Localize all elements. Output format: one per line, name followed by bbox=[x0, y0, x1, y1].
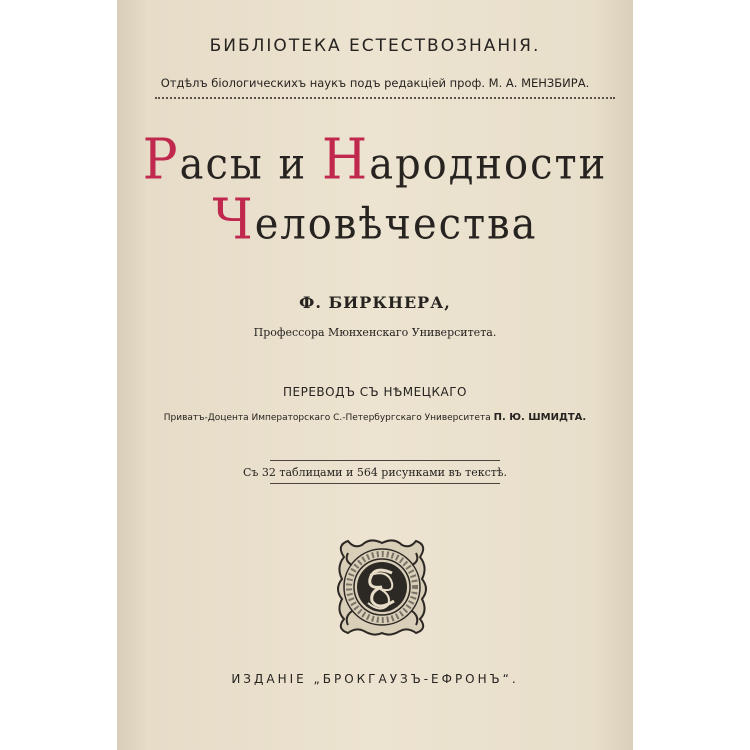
illustrations-note: Съ 32 таблицами и 564 рисунками въ текстѣ. bbox=[242, 466, 508, 479]
dotted-divider bbox=[155, 97, 615, 99]
book-title-line-1 bbox=[117, 128, 633, 193]
title-page bbox=[117, 0, 633, 750]
translator-line bbox=[117, 412, 633, 423]
translator-prefix: Приватъ-Доцента Императорскаго С.-Петербургскаго Университета bbox=[163, 413, 491, 423]
title-text-2: ародности bbox=[369, 139, 608, 190]
book-title-line-2 bbox=[117, 188, 633, 253]
title-initial-r: Р bbox=[142, 127, 180, 193]
series-title: БИБЛIОТЕКА ЕСТЕСТВОЗНАНIЯ. bbox=[209, 36, 541, 56]
title-initial-n: Н bbox=[321, 127, 370, 193]
publisher-emblem-icon bbox=[334, 535, 430, 639]
title-text-1: асы и bbox=[179, 139, 322, 190]
title-initial-ch: Ч bbox=[212, 187, 255, 253]
rule-top bbox=[270, 460, 500, 461]
rule-bottom bbox=[270, 483, 500, 484]
title-text-3: еловѣчества bbox=[254, 199, 538, 250]
publisher-line: ИЗДАНIЕ „БРОКГАУЗЪ-ЕФРОНЪ“. bbox=[231, 672, 519, 686]
series-department: Отдѣлъ бiологическихъ наукъ подъ редакцiей проф. М. А. МЕНЗБИРА. bbox=[160, 76, 590, 90]
author-role: Профессора Мюнхенскаго Университета. bbox=[253, 326, 497, 339]
translation-label: ПЕРЕВОДЪ СЪ НѢМЕЦКАГО bbox=[283, 385, 467, 399]
author-name: Ф. БИРКНЕРА, bbox=[299, 293, 451, 312]
translator-name: П. Ю. ШМИДТА. bbox=[493, 412, 587, 423]
